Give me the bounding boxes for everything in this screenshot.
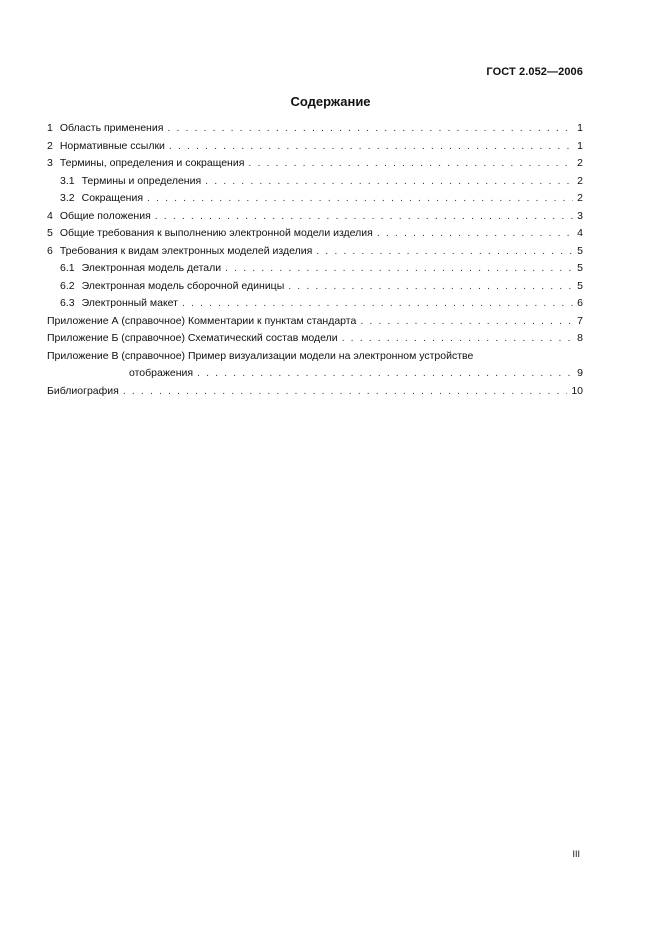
page-number: III <box>572 849 580 859</box>
dot-leader <box>147 190 573 208</box>
toc-entry-appendix-a[interactable] <box>47 313 583 331</box>
dot-leader <box>167 120 573 138</box>
toc-entry-number: 6 <box>47 244 53 257</box>
dot-leader <box>225 260 573 278</box>
table-of-contents <box>47 120 583 400</box>
toc-entry-text: Приложение В (справочное) Пример визуализации модели на электронном устройстве <box>47 349 474 362</box>
toc-entry-bibliography[interactable] <box>47 383 583 401</box>
toc-entry-appendix-v[interactable] <box>47 348 583 366</box>
toc-entry-number: 1 <box>47 122 53 134</box>
toc-entry-page: 3 <box>577 209 583 222</box>
dot-leader <box>360 313 573 331</box>
toc-entry-page: 5 <box>577 244 583 257</box>
toc-entry-page: 1 <box>577 139 583 152</box>
dot-leader <box>248 155 573 173</box>
toc-entry-page: 1 <box>577 122 583 134</box>
toc-entry-page: 2 <box>577 192 583 204</box>
document-code: ГОСТ 2.052—2006 <box>486 66 583 78</box>
toc-entry-appendix-v-continuation[interactable] <box>47 365 583 383</box>
dot-leader <box>182 295 573 313</box>
toc-entry-page: 6 <box>577 297 583 309</box>
dot-leader <box>205 173 573 191</box>
toc-entry[interactable] <box>47 295 583 313</box>
toc-entry-text: Библиография <box>47 384 119 397</box>
dot-leader <box>377 225 573 243</box>
toc-entry-text: Электронная модель детали <box>81 262 222 274</box>
toc-entry[interactable] <box>47 138 583 156</box>
toc-entry[interactable] <box>47 208 583 226</box>
toc-entry-text: Термины и определения <box>81 174 202 187</box>
toc-entry[interactable] <box>47 225 583 243</box>
dot-leader <box>155 208 573 226</box>
dot-leader <box>169 138 573 156</box>
toc-entry-number: 6.1 <box>60 262 75 274</box>
toc-entry-number: 6.2 <box>60 279 75 292</box>
toc-entry-number: 4 <box>47 209 53 222</box>
toc-entry-page: 10 <box>571 384 583 397</box>
toc-entry-appendix-b[interactable] <box>47 330 583 348</box>
toc-entry-page: 8 <box>577 332 583 344</box>
toc-entry-page: 4 <box>577 227 583 239</box>
toc-entry-number: 2 <box>47 139 53 152</box>
toc-entry-text: Приложение А (справочное) Комментарии к пунктам стандарта <box>47 314 357 327</box>
toc-entry-text: Термины, определения и сокращения <box>59 157 245 169</box>
toc-entry-number: 3 <box>47 157 53 169</box>
toc-entry-page: 5 <box>577 279 583 292</box>
toc-entry[interactable] <box>47 173 583 191</box>
toc-entry-text: Общие требования к выполнению электронной модели изделия <box>59 227 373 239</box>
dot-leader <box>316 243 573 261</box>
toc-entry-number: 5 <box>47 227 53 239</box>
toc-entry-text: Электронный макет <box>81 297 178 309</box>
dot-leader <box>197 365 573 383</box>
toc-entry-page: 5 <box>577 262 583 274</box>
toc-entry-text: Требования к видам электронных моделей изделия <box>59 244 313 257</box>
dot-leader <box>288 278 573 296</box>
toc-entry-number: 3.1 <box>60 174 75 187</box>
toc-entry-text: Электронная модель сборочной единицы <box>81 279 285 292</box>
dot-leader <box>123 383 567 401</box>
toc-entry-page: 2 <box>577 157 583 169</box>
toc-entry[interactable] <box>47 278 583 296</box>
toc-entry-text-continuation: отображения <box>129 367 194 379</box>
toc-entry-text: Область применения <box>59 122 164 134</box>
toc-entry-number: 6.3 <box>60 297 75 309</box>
toc-entry[interactable] <box>47 243 583 261</box>
toc-entry-text: Нормативные ссылки <box>59 139 165 152</box>
toc-entry[interactable] <box>47 120 583 138</box>
toc-entry-text: Сокращения <box>81 192 144 204</box>
toc-entry[interactable] <box>47 190 583 208</box>
toc-entry[interactable] <box>47 260 583 278</box>
dot-leader <box>342 330 573 348</box>
toc-entry-page: 7 <box>577 314 583 327</box>
toc-title: Содержание <box>290 94 371 109</box>
toc-entry-text: Общие положения <box>59 209 151 222</box>
toc-entry-page: 9 <box>577 367 583 379</box>
toc-entry-text: Приложение Б (справочное) Схематический состав модели <box>47 332 338 344</box>
toc-entry-number: 3.2 <box>60 192 75 204</box>
toc-entry[interactable] <box>47 155 583 173</box>
toc-entry-page: 2 <box>577 174 583 187</box>
